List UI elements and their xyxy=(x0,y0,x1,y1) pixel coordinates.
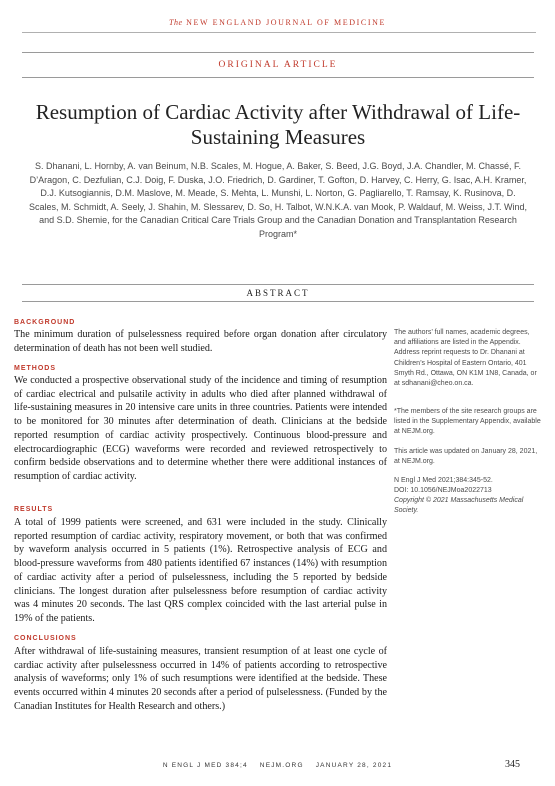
citation: N Engl J Med 2021;384:345-52. xyxy=(394,477,493,484)
background-label: BACKGROUND xyxy=(14,319,76,326)
journal-masthead-the: The xyxy=(169,18,183,27)
abstract-heading: ABSTRACT xyxy=(22,284,534,302)
background-text: The minimum duration of pulselessness required before organ donation after circulatory determination of death has not been well studied. xyxy=(14,329,387,354)
methods-text: We conducted a prospective observational study of the incidence and timing of resumption of cardiac electrical and pulsatile activity in adults who died after planned withdrawal of life-sustaining measures in 20 intensive care units in three countries. Patients were intended to be monitored for 30 minutes after determination of death. Clinicians at the bedside reported resumption of cardiac activity prospectively. Continuous blood-pressure and electrocardiographic (ECG) waveforms were recorded and reviewed retrospectively to confirm bedside observations and to determine whether there were additional instances of resumption of cardiac activity. xyxy=(14,375,387,482)
doi: DOI: 10.1056/NEJMoa2022713 xyxy=(394,487,492,494)
journal-masthead-name: NEW ENGLAND JOURNAL OF MEDICINE xyxy=(186,18,386,27)
methods-label: METHODS xyxy=(14,365,56,372)
masthead-rule xyxy=(22,32,536,33)
author-list: S. Dhanani, L. Hornby, A. van Beinum, N.B. Scales, M. Hogue, A. Baker, S. Beed, J.G. Boyd, J.A. Chandler, M. Chassé, F. D’Aragon, C. Dezfulian, C.J. Doig, F. Duska, J.O. Friedrich, D. Gardiner, T. Gofton, D. Harvey, C. Herry, G. Isac, A.H. Kramer, D.J. Kutsogiannis, D.M. Maslove, M. Meade, S. Mehta, L. Munshi, L. Norton, G. Pagliarello, T. Ramsay, K. Rusinova, D. Scales, M. Schmidt, A. Seely, J. Shahin, M. Slessarev, D. So, H. Talbot, W.N.K.A. van Mook, P. Waldauf, M. Weiss, J.T. Wind, and S.D. Shemie, for the Canadian Critical Care Trials Group and the Canadian Donation and Transplantation Research Program* xyxy=(28,161,527,239)
article-updated-note: This article was updated on January 28, 2021, at NEJM.org. xyxy=(394,448,538,466)
results-label: RESULTS xyxy=(14,506,54,513)
conclusions-label: CONCLUSIONS xyxy=(14,635,77,642)
site-research-groups-note: *The members of the site research groups are listed in the Supplementary Appendix, available at NEJM.org. xyxy=(394,408,541,436)
copyright-notice: Copyright © 2021 Massachusetts Medical Society. xyxy=(394,497,524,515)
page-footer: N ENGL J MED 384;4 NEJM.ORG JANUARY 28, 2021 xyxy=(162,762,393,769)
article-title: Resumption of Cardiac Activity after Withdrawal of Life-Sustaining Measures xyxy=(35,100,521,149)
article-type-banner: ORIGINAL ARTICLE xyxy=(22,52,534,78)
page-number: 345 xyxy=(505,759,520,770)
author-affiliations-note: The authors’ full names, academic degrees, and affiliations are listed in the Appendix. Address reprint requests to Dr. Dhanani at Children’s Hospital of Eastern Ontario, 401 Smyth Rd., Ottawa, ON K1M 1N8, Canada, or at sdhanani@cheo.on.ca. xyxy=(394,329,537,388)
conclusions-text: After withdrawal of life-sustaining measures, transient resumption of at least one cycle of cardiac activity after pulselessness occurred in 14% of patients according to retrospective analysis of waveforms; only 1% of such resumptions were identified at the bedside. These events occurred within 4 minutes 20 seconds after a period of pulselessness. (Funded by the Canadian Institutes for Health Research and others.) xyxy=(14,646,387,712)
journal-masthead xyxy=(0,18,555,27)
results-text: A total of 1999 patients were screened, and 631 were included in the study. Clinically reported resumption of cardiac activity, respiratory movement, or both that was confirmed by waveform analysis occurred in 5 patients (1%). Retrospective analysis of ECG and blood-pressure waveforms from 480 patients identified 67 instances (14%) with resumption of cardiac activity after a period of pulselessness, including the 5 reported by bedside clinicians. The longest duration after pulselessness before resumption of cardiac activity was 4 minutes 20 seconds. The last QRS complex coincided with the last arterial pulse in 19% of the patients. xyxy=(14,517,387,624)
